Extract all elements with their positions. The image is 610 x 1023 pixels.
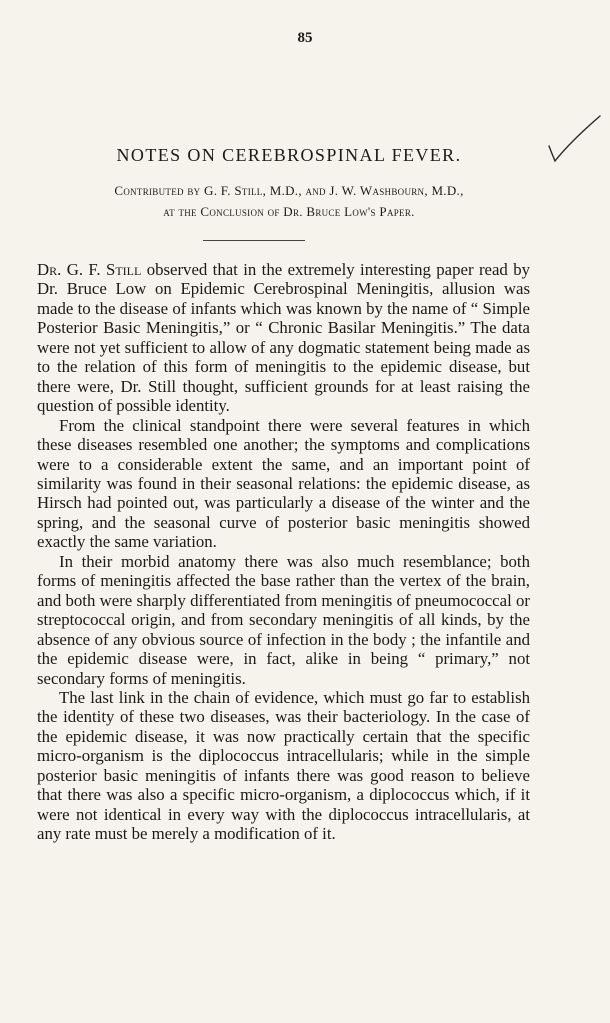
- paragraph: In their morbid anatomy there was also much resemblance; both forms of meningitis affected the base rather than the vertex of the brain, and both were sharply differentiated from meningitis of pneumococcal or streptococcal origin, and from secondary meningitis of all kinds, by the absence of any obvious source of infection in the body ; the infantile and the epidemic disease were, in fact, alike in being “ primary,” not secondary forms of meningitis.: [37, 551, 530, 688]
- byline: [0, 180, 578, 222]
- byline-context: at the Conclusion of Dr. Bruce Low's Paper.: [163, 204, 415, 219]
- lead-speaker-name: Dr. G. F. Still: [37, 260, 142, 279]
- section-divider: [203, 240, 305, 241]
- article-body: [37, 260, 530, 844]
- article-title: NOTES ON CEREBROSPINAL FEVER.: [116, 145, 462, 165]
- handwritten-check-mark: [546, 112, 602, 164]
- paragraph: The last link in the chain of evidence, which must go far to establish the identity of these two diseases, was their bacteriology. In the case of the epidemic disease, it was now practically certain that the specific micro-organism is the diplococcus intracellularis; while in the simple posterior basic meningitis of infants there was good reason to believe that there was also a specific micro-organism, a diplococcus which, if it were not identical in every way with the diplococcus intracellularis, at any rate must be merely a modification of it.: [37, 687, 530, 844]
- byline-contributors: Contributed by G. F. Still, M.D., and J. W. Washbourn, M.D.,: [114, 183, 464, 198]
- paragraph: [37, 260, 530, 416]
- paragraph: From the clinical standpoint there were several features in which these diseases resembled one another; the symptoms and complications were to a considerable extent the same, and an important point of similarity was found in their seasonal relations: the epidemic disease, as Hirsch had pointed out, was particularly a disease of the winter and the spring, and the seasonal curve of posterior basic meningitis showed exactly the same variation.: [37, 415, 530, 552]
- page-number: 85: [297, 30, 313, 46]
- paragraph-text: observed that in the extremely interesting paper read by Dr. Bruce Low on Epidemic Cerebrospinal Meningitis, allusion was made to the disease of infants which was known by the name of “ Simple Posterior Basic Meningitis,” or “ Chronic Basilar Meningitis.” The data were not yet sufficient to allow of any dogmatic statement being made as to the relation of this form of meningitis to the epidemic disease, but there were, Dr. Still thought, sufficient grounds for at least raising the question of possible identity.: [37, 260, 530, 416]
